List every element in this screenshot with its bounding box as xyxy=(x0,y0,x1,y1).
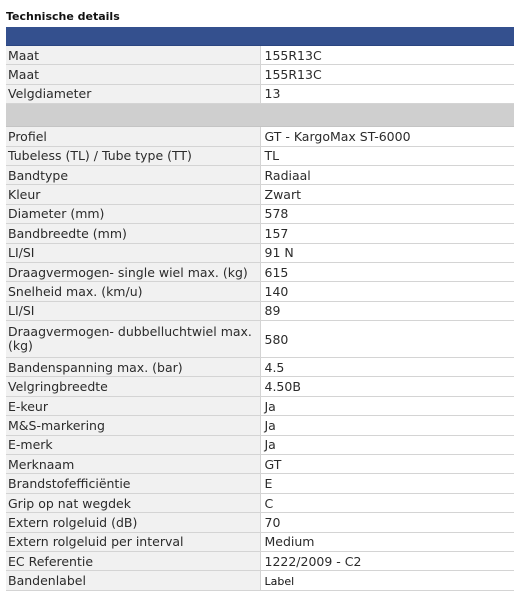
table-row xyxy=(6,377,514,396)
row-label: M&S-markering xyxy=(6,416,260,435)
table-row xyxy=(6,571,514,590)
row-value: 580 xyxy=(260,321,514,358)
row-label: Extern rolgeluid (dB) xyxy=(6,513,260,532)
row-label: Maat xyxy=(6,46,260,65)
table-row xyxy=(6,262,514,281)
row-label: Extern rolgeluid per interval xyxy=(6,532,260,551)
row-label: Diameter (mm) xyxy=(6,204,260,223)
row-value: 4.5 xyxy=(260,358,514,377)
table-row xyxy=(6,455,514,474)
table-row xyxy=(6,301,514,320)
table-row xyxy=(6,532,514,551)
row-value: 157 xyxy=(260,224,514,243)
row-label: Bandenspanning max. (bar) xyxy=(6,358,260,377)
table-row xyxy=(6,224,514,243)
row-label: Tubeless (TL) / Tube type (TT) xyxy=(6,146,260,165)
table-row xyxy=(6,46,514,65)
row-value: 155R13C xyxy=(260,65,514,84)
row-value: Ja xyxy=(260,396,514,415)
row-value: 578 xyxy=(260,204,514,223)
row-label: Maat xyxy=(6,65,260,84)
group-divider xyxy=(6,104,514,127)
row-value: 89 xyxy=(260,301,514,320)
table-row xyxy=(6,65,514,84)
table-row xyxy=(6,185,514,204)
row-value: 4.50B xyxy=(260,377,514,396)
row-label: Draagvermogen- dubbelluchtwiel max. (kg) xyxy=(6,321,260,358)
row-value: E xyxy=(260,474,514,493)
row-value: 91 N xyxy=(260,243,514,262)
row-label: E-keur xyxy=(6,396,260,415)
row-label: Kleur xyxy=(6,185,260,204)
row-value: 70 xyxy=(260,513,514,532)
row-label: Bandtype xyxy=(6,165,260,184)
row-label: LI/SI xyxy=(6,301,260,320)
row-value: Medium xyxy=(260,532,514,551)
row-value: 155R13C xyxy=(260,46,514,65)
table-header-band xyxy=(6,27,514,46)
row-value: 13 xyxy=(260,84,514,103)
row-label: Bandbreedte (mm) xyxy=(6,224,260,243)
table-row xyxy=(6,513,514,532)
row-label: Grip op nat wegdek xyxy=(6,493,260,512)
table-row xyxy=(6,321,514,358)
table-row xyxy=(6,493,514,512)
tyre-label-link[interactable]: Label xyxy=(264,574,295,588)
row-value: C xyxy=(260,493,514,512)
table-row xyxy=(6,551,514,570)
row-label: Merknaam xyxy=(6,455,260,474)
table-row xyxy=(6,396,514,415)
table-row xyxy=(6,474,514,493)
table-row xyxy=(6,358,514,377)
row-value: GT xyxy=(260,455,514,474)
row-label: Brandstofefficiëntie xyxy=(6,474,260,493)
row-label: E-merk xyxy=(6,435,260,454)
row-label: Snelheid max. (km/u) xyxy=(6,282,260,301)
row-label: Profiel xyxy=(6,127,260,146)
row-value: Zwart xyxy=(260,185,514,204)
row-value: 1222/2009 - C2 xyxy=(260,551,514,570)
row-value: TL xyxy=(260,146,514,165)
row-value: Radiaal xyxy=(260,165,514,184)
table-row xyxy=(6,204,514,223)
row-value: GT - KargoMax ST-6000 xyxy=(260,127,514,146)
table-row xyxy=(6,84,514,103)
row-label: Velgdiameter xyxy=(6,84,260,103)
row-value: 615 xyxy=(260,262,514,281)
technical-details-table xyxy=(6,27,514,591)
table-row xyxy=(6,146,514,165)
row-label: Bandenlabel xyxy=(6,571,260,590)
row-value: Ja xyxy=(260,435,514,454)
row-label: LI/SI xyxy=(6,243,260,262)
row-label: Velgringbreedte xyxy=(6,377,260,396)
row-value: 140 xyxy=(260,282,514,301)
table-row xyxy=(6,165,514,184)
table-row xyxy=(6,416,514,435)
table-row xyxy=(6,435,514,454)
table-row xyxy=(6,243,514,262)
row-label: EC Referentie xyxy=(6,551,260,570)
table-row xyxy=(6,282,514,301)
row-value: Ja xyxy=(260,416,514,435)
table-row xyxy=(6,127,514,146)
row-label: Draagvermogen- single wiel max. (kg) xyxy=(6,262,260,281)
section-title: Technische details xyxy=(6,10,120,23)
